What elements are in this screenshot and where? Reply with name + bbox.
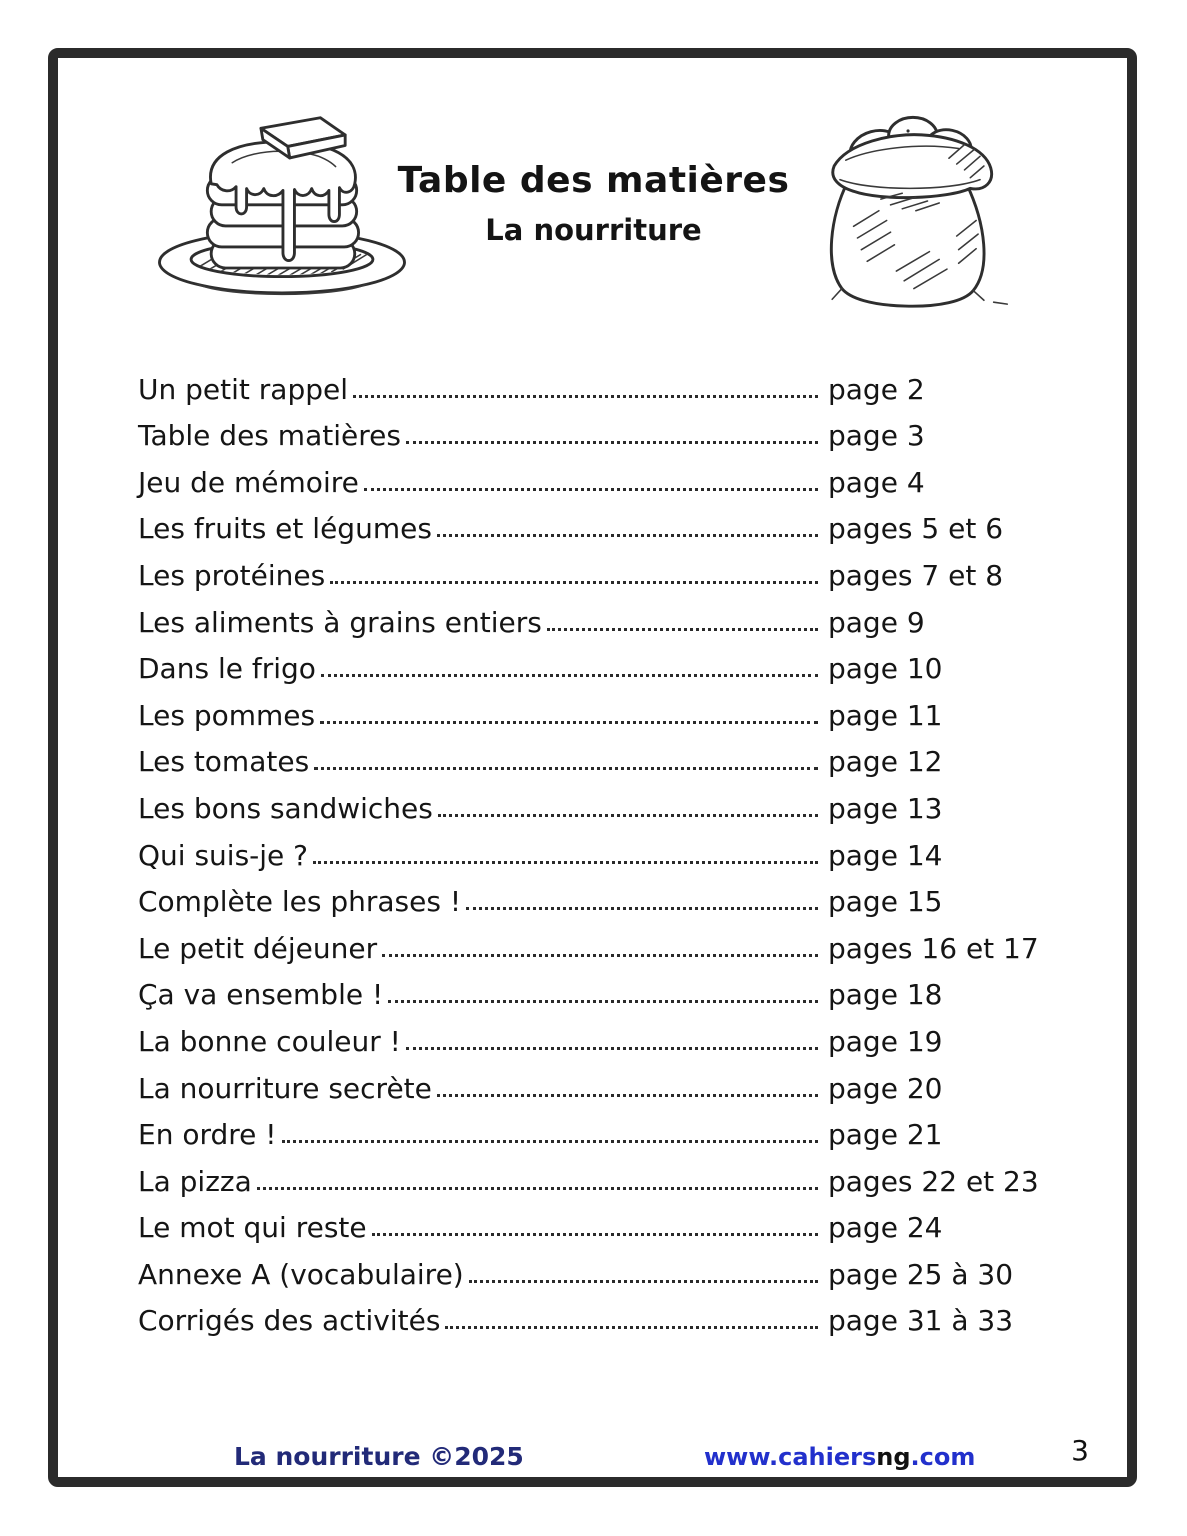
toc-entry-page: page 19 (828, 1024, 943, 1058)
potato-sack-drawing (803, 90, 1017, 314)
toc-entry (138, 550, 1063, 597)
dotted-leader (382, 954, 818, 957)
dotted-leader (372, 1233, 818, 1236)
toc-entry-page: page 31 à 33 (828, 1304, 1014, 1338)
dotted-leader (547, 628, 818, 631)
toc-entry-page: page 4 (828, 465, 925, 499)
toc-entry (138, 1249, 1063, 1296)
dotted-leader (282, 1140, 818, 1143)
dotted-leader (257, 1187, 818, 1190)
dotted-leader (353, 395, 818, 398)
toc-entry-title: Qui suis-je ? (138, 838, 309, 872)
dotted-leader (445, 1326, 818, 1329)
table-of-contents (138, 364, 1063, 1342)
toc-entry-title: Corrigés des activités (138, 1304, 441, 1338)
toc-entry-title: Les bons sandwiches (138, 791, 433, 825)
dotted-leader (314, 767, 818, 770)
toc-entry-page: page 2 (828, 372, 925, 406)
toc-entry-title: La nourriture secrète (138, 1071, 432, 1105)
dotted-leader (437, 534, 818, 537)
toc-entry (138, 1110, 1063, 1157)
page-number: 3 (1071, 1434, 1089, 1467)
toc-entry-title: Jeu de mémoire (138, 465, 359, 499)
header (334, 160, 854, 247)
toc-entry (138, 1016, 1063, 1063)
dotted-leader (364, 488, 818, 491)
toc-entry-page: page 21 (828, 1118, 943, 1152)
toc-entry-page: page 9 (828, 605, 925, 639)
toc-entry (138, 504, 1063, 551)
toc-entry-page: page 18 (828, 978, 943, 1012)
dotted-leader (313, 861, 818, 864)
toc-entry-title: Un petit rappel (138, 372, 348, 406)
toc-entry-title: Les tomates (138, 745, 310, 779)
toc-entry-title: La bonne couleur ! (138, 1024, 401, 1058)
toc-entry-page: page 15 (828, 885, 943, 919)
toc-entry-page: page 14 (828, 838, 943, 872)
toc-entry (138, 1063, 1063, 1110)
toc-entry (138, 783, 1063, 830)
toc-entry-page: pages 22 et 23 (828, 1164, 1039, 1198)
dotted-leader (438, 814, 818, 817)
toc-entry-title: Table des matières (138, 419, 401, 453)
page-footer (58, 1434, 1129, 1484)
toc-entry-title: En ordre ! (138, 1118, 277, 1152)
toc-entry (138, 737, 1063, 784)
toc-entry (138, 690, 1063, 737)
dotted-leader (406, 1047, 818, 1050)
toc-entry (138, 364, 1063, 411)
toc-entry-page: page 12 (828, 745, 943, 779)
toc-entry-title: Le petit déjeuner (138, 931, 378, 965)
toc-entry-page: page 25 à 30 (828, 1257, 1014, 1291)
toc-entry-page: pages 7 et 8 (828, 558, 1004, 592)
toc-entry (138, 970, 1063, 1017)
page-title: Table des matières (397, 160, 790, 201)
toc-entry-title: Les aliments à grains entiers (138, 605, 542, 639)
toc-entry-title: Annexe A (vocabulaire) (138, 1257, 464, 1291)
toc-entry-page: pages 5 et 6 (828, 512, 1004, 546)
toc-entry-title: Les pommes (138, 698, 316, 732)
toc-entry-page: page 10 (828, 652, 943, 686)
toc-entry (138, 1156, 1063, 1203)
toc-entry-title: Ça va ensemble ! (138, 978, 384, 1012)
dotted-leader (406, 441, 818, 444)
dotted-leader (466, 907, 818, 910)
toc-entry (138, 923, 1063, 970)
footer-copyright: La nourriture ©2025 (234, 1442, 524, 1471)
toc-entry-page: page 3 (828, 419, 925, 453)
potato-sack-icon (803, 90, 1017, 314)
toc-entry (138, 1296, 1063, 1343)
website-suffix: .com (910, 1443, 976, 1471)
toc-entry (138, 1203, 1063, 1250)
toc-entry-page: pages 16 et 17 (828, 931, 1039, 965)
toc-entry (138, 411, 1063, 458)
toc-entry-title: La pizza (138, 1164, 252, 1198)
toc-entry-title: Dans le frigo (138, 652, 316, 686)
dotted-leader (388, 1000, 818, 1003)
website-prefix: www.cahiers (704, 1443, 877, 1471)
toc-entry (138, 644, 1063, 691)
website-mid: ng (876, 1443, 911, 1471)
dotted-leader (330, 581, 818, 584)
dotted-leader (321, 674, 818, 677)
toc-entry-title: Complète les phrases ! (138, 885, 462, 919)
toc-entry-title: Les protéines (138, 558, 326, 592)
toc-entry-page: page 24 (828, 1211, 943, 1245)
toc-entry (138, 597, 1063, 644)
toc-entry-page: page 11 (828, 698, 943, 732)
toc-entry-page: page 13 (828, 791, 943, 825)
toc-entry-title: Le mot qui reste (138, 1211, 367, 1245)
dotted-leader (437, 1094, 818, 1097)
toc-entry-title: Les fruits et légumes (138, 512, 432, 546)
toc-entry (138, 830, 1063, 877)
dotted-leader (469, 1280, 818, 1283)
page-subtitle: La nourriture (485, 213, 702, 247)
toc-entry (138, 877, 1063, 924)
dotted-leader (320, 721, 818, 724)
toc-entry (138, 457, 1063, 504)
footer-website-link[interactable] (704, 1443, 975, 1471)
toc-entry-page: page 20 (828, 1071, 943, 1105)
